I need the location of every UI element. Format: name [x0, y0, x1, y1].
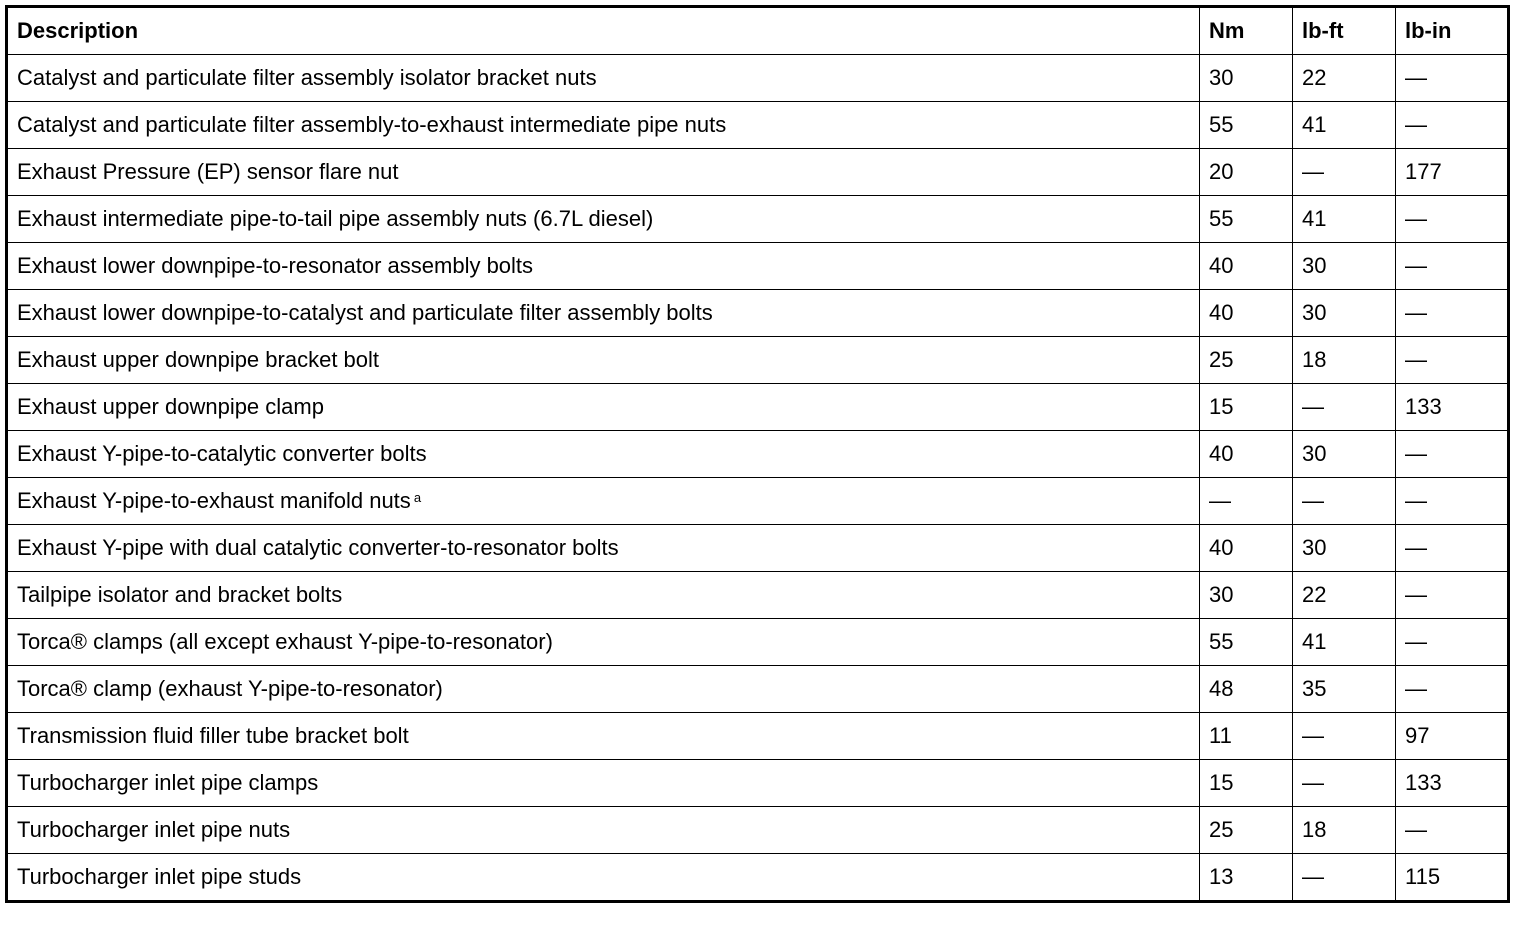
- table-row: [7, 290, 1509, 337]
- description-text: Catalyst and particulate filter assembly isolator bracket nuts: [17, 65, 597, 90]
- description-text: Exhaust upper downpipe clamp: [17, 394, 324, 419]
- cell-nm: 40: [1200, 431, 1293, 478]
- cell-lb-in: —: [1396, 431, 1509, 478]
- cell-lb-in: 97: [1396, 713, 1509, 760]
- cell-lb-in: —: [1396, 337, 1509, 384]
- table-row: [7, 760, 1509, 807]
- cell-nm: 40: [1200, 243, 1293, 290]
- table-row: [7, 713, 1509, 760]
- cell-lb-in: —: [1396, 55, 1509, 102]
- cell-lb-in: 115: [1396, 854, 1509, 902]
- cell-nm: 30: [1200, 55, 1293, 102]
- cell-nm: 13: [1200, 854, 1293, 902]
- table-header-row: [7, 7, 1509, 55]
- table-row: [7, 666, 1509, 713]
- cell-nm: 25: [1200, 337, 1293, 384]
- cell-lb-ft: 22: [1293, 572, 1396, 619]
- table-row: [7, 807, 1509, 854]
- cell-lb-in: —: [1396, 478, 1509, 525]
- cell-lb-ft: —: [1293, 478, 1396, 525]
- table-row: [7, 149, 1509, 196]
- table-row: [7, 243, 1509, 290]
- cell-lb-ft: 41: [1293, 196, 1396, 243]
- cell-description: [7, 384, 1200, 431]
- cell-lb-in: —: [1396, 572, 1509, 619]
- description-text: Exhaust upper downpipe bracket bolt: [17, 347, 380, 372]
- cell-nm: 55: [1200, 102, 1293, 149]
- cell-nm: 40: [1200, 525, 1293, 572]
- table-row: [7, 478, 1509, 525]
- cell-lb-in: —: [1396, 807, 1509, 854]
- cell-nm: 55: [1200, 196, 1293, 243]
- description-text: Catalyst and particulate filter assembly-to-exhaust intermediate pipe nuts: [17, 112, 727, 137]
- table-body: [7, 55, 1509, 902]
- description-text: Exhaust Pressure (EP) sensor flare nut: [17, 159, 399, 184]
- cell-description: [7, 666, 1200, 713]
- cell-lb-in: 133: [1396, 760, 1509, 807]
- cell-nm: 20: [1200, 149, 1293, 196]
- cell-description: [7, 337, 1200, 384]
- description-text: Exhaust Y-pipe-to-exhaust manifold nuts: [17, 488, 411, 513]
- cell-lb-in: 133: [1396, 384, 1509, 431]
- description-text: Exhaust Y-pipe-to-catalytic converter bolts: [17, 441, 427, 466]
- cell-lb-ft: —: [1293, 384, 1396, 431]
- description-text: Transmission fluid filler tube bracket bolt: [17, 723, 409, 748]
- column-header-description: Description: [7, 7, 1200, 55]
- cell-description: [7, 431, 1200, 478]
- footnote-marker: a: [413, 490, 422, 505]
- cell-description: [7, 102, 1200, 149]
- description-text: Exhaust Y-pipe with dual catalytic converter-to-resonator bolts: [17, 535, 619, 560]
- cell-lb-in: —: [1396, 196, 1509, 243]
- column-header-lb-ft: lb-ft: [1293, 7, 1396, 55]
- cell-nm: 15: [1200, 760, 1293, 807]
- cell-description: [7, 760, 1200, 807]
- cell-nm: 15: [1200, 384, 1293, 431]
- cell-description: [7, 196, 1200, 243]
- cell-lb-in: —: [1396, 525, 1509, 572]
- cell-lb-ft: 30: [1293, 243, 1396, 290]
- cell-nm: —: [1200, 478, 1293, 525]
- cell-lb-ft: 18: [1293, 337, 1396, 384]
- cell-nm: 30: [1200, 572, 1293, 619]
- cell-nm: 11: [1200, 713, 1293, 760]
- cell-lb-in: 177: [1396, 149, 1509, 196]
- cell-description: [7, 55, 1200, 102]
- cell-lb-ft: —: [1293, 149, 1396, 196]
- cell-lb-in: —: [1396, 290, 1509, 337]
- table-row: [7, 337, 1509, 384]
- torque-spec-table: [5, 5, 1510, 903]
- cell-lb-ft: 30: [1293, 525, 1396, 572]
- cell-lb-in: —: [1396, 619, 1509, 666]
- description-text: Tailpipe isolator and bracket bolts: [17, 582, 343, 607]
- cell-lb-ft: —: [1293, 760, 1396, 807]
- table-row: [7, 572, 1509, 619]
- column-header-lb-in: lb-in: [1396, 7, 1509, 55]
- description-text: Turbocharger inlet pipe nuts: [17, 817, 291, 842]
- cell-description: [7, 478, 1200, 525]
- cell-lb-ft: 30: [1293, 431, 1396, 478]
- table-row: [7, 431, 1509, 478]
- cell-lb-in: —: [1396, 666, 1509, 713]
- table-row: [7, 196, 1509, 243]
- cell-lb-ft: —: [1293, 713, 1396, 760]
- cell-description: [7, 854, 1200, 902]
- cell-nm: 48: [1200, 666, 1293, 713]
- cell-description: [7, 572, 1200, 619]
- description-text: Torca® clamps (all except exhaust Y-pipe-to-resonator): [17, 629, 553, 654]
- description-text: Turbocharger inlet pipe studs: [17, 864, 302, 889]
- cell-description: [7, 243, 1200, 290]
- cell-nm: 25: [1200, 807, 1293, 854]
- description-text: Exhaust intermediate pipe-to-tail pipe assembly nuts (6.7L diesel): [17, 206, 654, 231]
- cell-description: [7, 713, 1200, 760]
- table-row: [7, 55, 1509, 102]
- table-row: [7, 525, 1509, 572]
- cell-description: [7, 807, 1200, 854]
- cell-description: [7, 290, 1200, 337]
- cell-lb-ft: 41: [1293, 102, 1396, 149]
- description-text: Turbocharger inlet pipe clamps: [17, 770, 319, 795]
- cell-lb-ft: 35: [1293, 666, 1396, 713]
- cell-lb-ft: —: [1293, 854, 1396, 902]
- table-row: [7, 384, 1509, 431]
- table-row: [7, 102, 1509, 149]
- cell-description: [7, 149, 1200, 196]
- cell-lb-ft: 22: [1293, 55, 1396, 102]
- cell-lb-ft: 18: [1293, 807, 1396, 854]
- description-text: Exhaust lower downpipe-to-catalyst and particulate filter assembly bolts: [17, 300, 713, 325]
- cell-lb-in: —: [1396, 102, 1509, 149]
- description-text: Exhaust lower downpipe-to-resonator assembly bolts: [17, 253, 534, 278]
- description-text: Torca® clamp (exhaust Y-pipe-to-resonator): [17, 676, 443, 701]
- table-row: [7, 619, 1509, 666]
- cell-description: [7, 619, 1200, 666]
- cell-lb-ft: 41: [1293, 619, 1396, 666]
- table-row: [7, 854, 1509, 902]
- cell-description: [7, 525, 1200, 572]
- cell-nm: 40: [1200, 290, 1293, 337]
- cell-lb-ft: 30: [1293, 290, 1396, 337]
- column-header-nm: Nm: [1200, 7, 1293, 55]
- cell-nm: 55: [1200, 619, 1293, 666]
- cell-lb-in: —: [1396, 243, 1509, 290]
